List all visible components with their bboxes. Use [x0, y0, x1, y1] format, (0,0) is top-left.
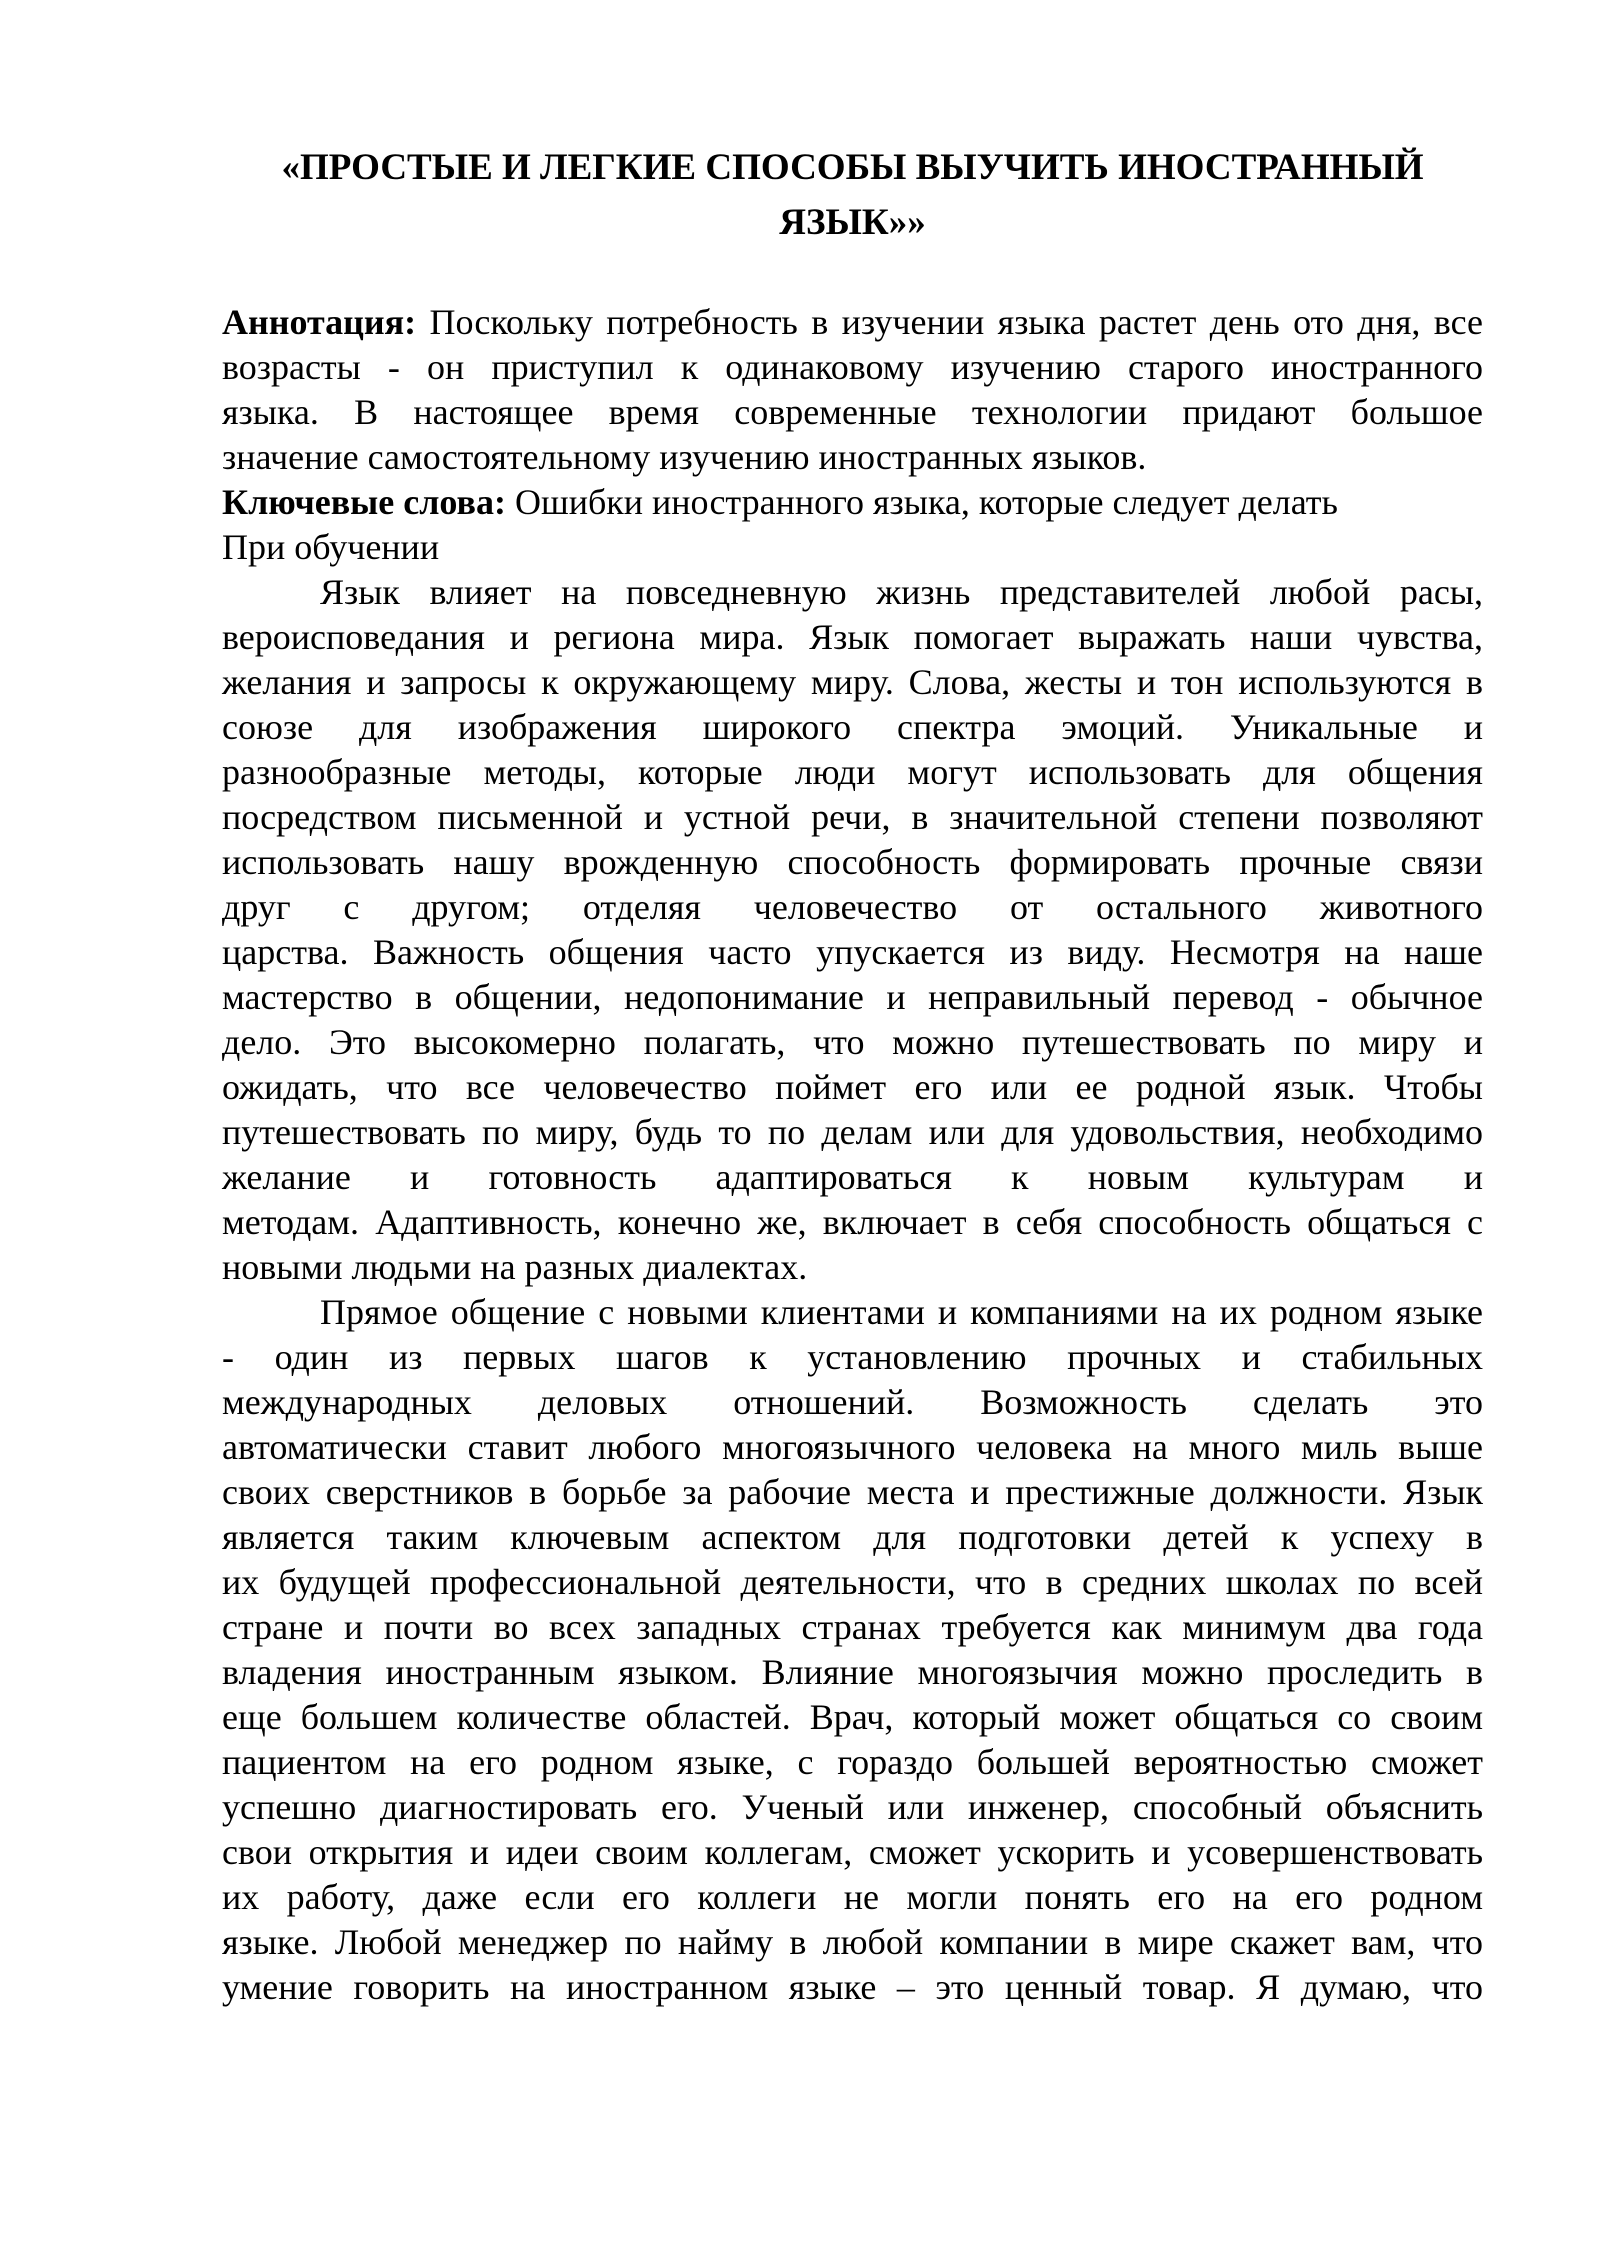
text-line: вероисповедания и региона мира. Язык помогает выражать наши чувства, — [222, 617, 1483, 657]
text-line: языке. Любой менеджер по найму в любой компании в мире скажет вам, что — [222, 1922, 1483, 1962]
text-line: их работу, даже если его коллеги не могли понять его на его родном — [222, 1877, 1483, 1917]
text-line: посредством письменной и устной речи, в значительной степени позволяют — [222, 797, 1483, 837]
text-line: - один из первых шагов к установлению прочных и стабильных — [222, 1337, 1483, 1377]
text-line: друг с другом; отделяя человечество от остального животного — [222, 887, 1483, 927]
paragraph-keywords — [222, 480, 1483, 525]
text-line: еще большем количестве областей. Врач, который может общаться со своим — [222, 1697, 1483, 1737]
text-line: их будущей профессиональной деятельности, что в средних школах по всей — [222, 1562, 1483, 1602]
document-title — [222, 140, 1483, 250]
paragraph-body-2 — [222, 1290, 1483, 2010]
text-line: своих сверстников в борьбе за рабочие места и престижные должности. Язык — [222, 1472, 1483, 1512]
paragraph-label: Ключевые слова: — [222, 482, 506, 522]
title-line: «ПРОСТЫЕ И ЛЕГКИЕ СПОСОБЫ ВЫУЧИТЬ ИНОСТРАННЫЙ — [281, 147, 1424, 188]
paragraph-body-1 — [222, 570, 1483, 1290]
text-line: царства. Важность общения часто упускается из виду. Несмотря на наше — [222, 932, 1483, 972]
text-line: Прямое общение с новыми клиентами и компаниями на их родном языке — [320, 1292, 1483, 1332]
text-line: является таким ключевым аспектом для подготовки детей к успеху в — [222, 1517, 1483, 1557]
text-line: желания и запросы к окружающему миру. Слова, жесты и тон используются в — [222, 662, 1483, 702]
text-line: методам. Адаптивность, конечно же, включает в себя способность общаться с — [222, 1202, 1483, 1242]
text-line: умение говорить на иностранном языке – это ценный товар. Я думаю, что — [222, 1967, 1483, 2007]
paragraph-annotation — [222, 300, 1483, 480]
text-line: союзе для изображения широкого спектра эмоций. Уникальные и — [222, 707, 1483, 747]
text-line: свои открытия и идеи своим коллегам, сможет ускорить и усовершенствовать — [222, 1832, 1483, 1872]
text-line: дело. Это высокомерно полагать, что можно путешествовать по миру и — [222, 1022, 1483, 1062]
text-line: При обучении — [222, 527, 440, 567]
text-line: пациентом на его родном языке, с гораздо большей вероятностью сможет — [222, 1742, 1483, 1782]
paragraph-keywords-continuation — [222, 525, 1483, 570]
text-line: новыми людьми на разных диалектах. — [222, 1247, 808, 1287]
document-body — [222, 300, 1483, 2010]
text-line: возрасты - он приступил к одинаковому изучению старого иностранного — [222, 347, 1483, 387]
text-line: Ключевые слова: Ошибки иностранного языка, которые следует делать — [222, 482, 1338, 522]
text-line: автоматически ставит любого многоязычного человека на много миль выше — [222, 1427, 1483, 1467]
text-line: использовать нашу врожденную способность формировать прочные связи — [222, 842, 1483, 882]
text-line: Аннотация: Поскольку потребность в изучении языка растет день ото дня, все — [222, 302, 1483, 342]
text-line: языка. В настоящее время современные технологии придают большое — [222, 392, 1483, 432]
paragraph-label: Аннотация: — [222, 302, 417, 342]
text-line: ожидать, что все человечество поймет его или ее родной язык. Чтобы — [222, 1067, 1483, 1107]
text-line: мастерство в общении, недопонимание и неправильный перевод - обычное — [222, 977, 1483, 1017]
text-line: международных деловых отношений. Возможность сделать это — [222, 1382, 1483, 1422]
text-line: стране и почти во всех западных странах требуется как минимум два года — [222, 1607, 1483, 1647]
text-line: Язык влияет на повседневную жизнь представителей любой расы, — [320, 572, 1483, 612]
title-line: ЯЗЫК»» — [779, 202, 926, 243]
text-line: желание и готовность адаптироваться к новым культурам и — [222, 1157, 1483, 1197]
text-line: путешествовать по миру, будь то по делам или для удовольствия, необходимо — [222, 1112, 1483, 1152]
text-line: разнообразные методы, которые люди могут использовать для общения — [222, 752, 1483, 792]
text-line: успешно диагностировать его. Ученый или инженер, способный объяснить — [222, 1787, 1483, 1827]
text-line: владения иностранным языком. Влияние многоязычия можно проследить в — [222, 1652, 1483, 1692]
text-line: значение самостоятельному изучению иностранных языков. — [222, 437, 1147, 477]
